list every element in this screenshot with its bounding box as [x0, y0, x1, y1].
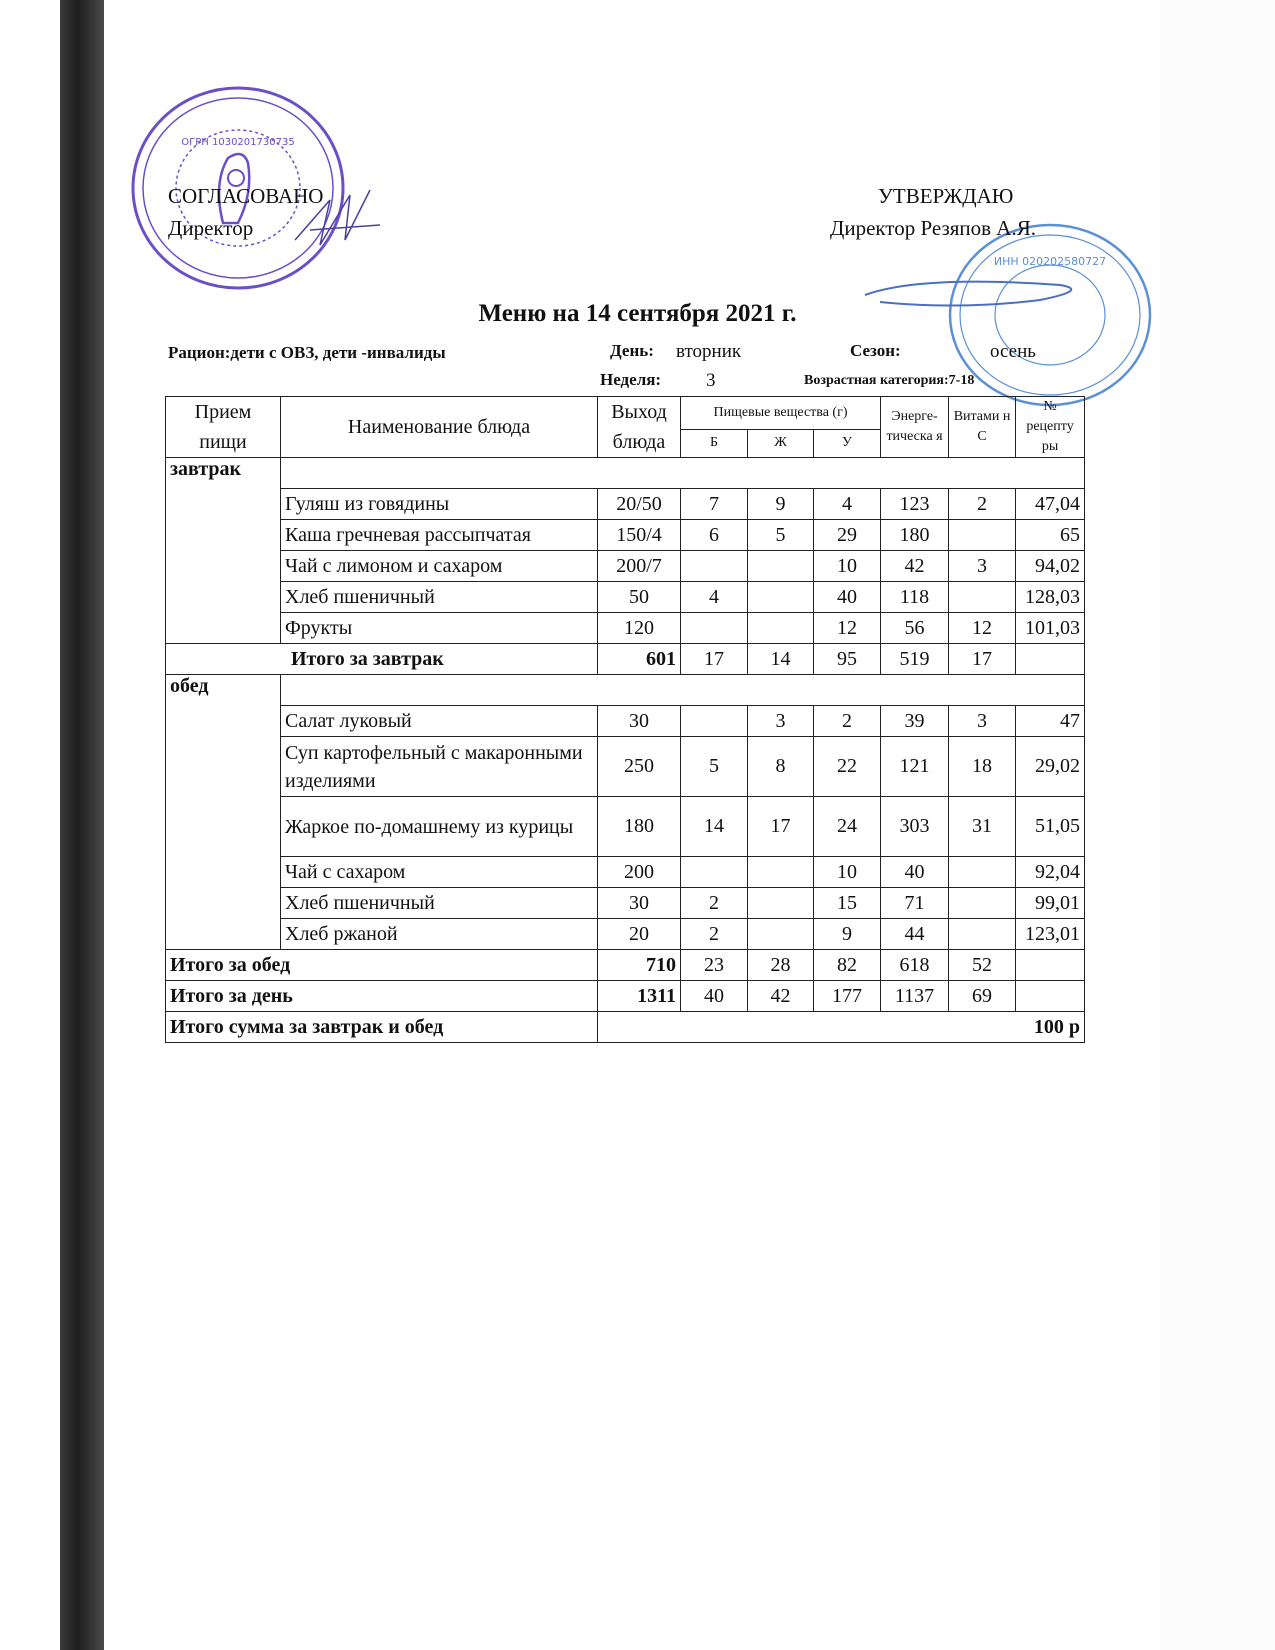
dish-vitamin-c: 12: [949, 613, 1016, 644]
section-total-protein: 23: [681, 950, 748, 981]
meal-section-row: [166, 458, 1085, 489]
week-label: Неделя:: [600, 370, 662, 389]
dish-protein: 7: [681, 489, 748, 520]
sum-total-label: Итого сумма за завтрак и обед: [166, 1012, 598, 1043]
section-total-recipe-blank: [1016, 950, 1085, 981]
dish-name: Салат луковый: [281, 706, 598, 737]
section-total-yield: 710: [598, 950, 681, 981]
week-value: 3: [706, 370, 716, 391]
season-value: осень: [990, 341, 1036, 362]
section-total-energy: 618: [881, 950, 949, 981]
dish-fat: [748, 613, 814, 644]
age-category: Возрастная категория:7-18: [804, 373, 975, 388]
day-total-vitamin-c: 69: [949, 981, 1016, 1012]
dish-energy: 56: [881, 613, 949, 644]
dish-yield: 20/50: [598, 489, 681, 520]
document-title: Меню на 14 сентября 2021 г.: [478, 300, 797, 327]
dish-fat: [748, 888, 814, 919]
table-row: [166, 737, 1085, 797]
day-total-energy: 1137: [881, 981, 949, 1012]
dish-fat: [748, 582, 814, 613]
section-total-recipe-blank: [1016, 644, 1085, 675]
dish-protein: 2: [681, 888, 748, 919]
header-dish: Наименование блюда: [281, 397, 598, 458]
meal-name: обед: [166, 675, 281, 950]
dish-recipe: 92,04: [1016, 857, 1085, 888]
table-row: [166, 520, 1085, 551]
dish-carbs: 22: [814, 737, 881, 797]
dish-carbs: 15: [814, 888, 881, 919]
dish-yield: 180: [598, 797, 681, 857]
dish-yield: 120: [598, 613, 681, 644]
dish-energy: 39: [881, 706, 949, 737]
dish-recipe: 47,04: [1016, 489, 1085, 520]
ration-label: Рацион:дети с ОВЗ, дети -инвалиды: [168, 343, 446, 362]
section-total-row: [166, 950, 1085, 981]
dish-vitamin-c: 31: [949, 797, 1016, 857]
dish-name: Фрукты: [281, 613, 598, 644]
dish-name: Суп картофельный с макаронными изделиями: [281, 737, 598, 797]
dish-yield: 150/4: [598, 520, 681, 551]
section-total-fat: 28: [748, 950, 814, 981]
dish-vitamin-c: [949, 582, 1016, 613]
dish-carbs: 40: [814, 582, 881, 613]
dish-carbs: 24: [814, 797, 881, 857]
dish-fat: [748, 551, 814, 582]
dish-energy: 180: [881, 520, 949, 551]
dish-recipe: 29,02: [1016, 737, 1085, 797]
dish-energy: 42: [881, 551, 949, 582]
meal-name: завтрак: [166, 458, 281, 644]
dish-energy: 121: [881, 737, 949, 797]
dish-protein: 2: [681, 919, 748, 950]
dish-name: Жаркое по-домашнему из курицы: [281, 797, 598, 857]
dish-yield: 50: [598, 582, 681, 613]
dish-yield: 30: [598, 888, 681, 919]
dish-yield: 30: [598, 706, 681, 737]
table-row: [166, 551, 1085, 582]
section-total-row: [166, 644, 1085, 675]
dish-energy: 71: [881, 888, 949, 919]
dish-energy: 40: [881, 857, 949, 888]
section-blank: [281, 675, 1085, 706]
sum-total-value: 100 р: [598, 1012, 1085, 1043]
day-total-yield: 1311: [598, 981, 681, 1012]
day-value: вторник: [676, 341, 742, 362]
dish-vitamin-c: [949, 520, 1016, 551]
dish-fat: 3: [748, 706, 814, 737]
day-total-row: [166, 981, 1085, 1012]
menu-table: [165, 396, 1085, 1043]
dish-fat: [748, 857, 814, 888]
dish-carbs: 9: [814, 919, 881, 950]
dish-yield: 250: [598, 737, 681, 797]
dish-name: Гуляш из говядины: [281, 489, 598, 520]
dish-recipe: 128,03: [1016, 582, 1085, 613]
svg-text:ИНН 020202580727: ИНН 020202580727: [993, 255, 1107, 268]
sum-total-row: [166, 1012, 1085, 1043]
day-total-carbs: 177: [814, 981, 881, 1012]
dish-vitamin-c: [949, 857, 1016, 888]
dish-protein: 4: [681, 582, 748, 613]
day-total-protein: 40: [681, 981, 748, 1012]
scan-edge: [60, 0, 104, 1650]
dish-name: Чай с лимоном и сахаром: [281, 551, 598, 582]
dish-recipe: 99,01: [1016, 888, 1085, 919]
dish-vitamin-c: 2: [949, 489, 1016, 520]
section-total-label: Итого за завтрак: [166, 644, 598, 675]
scan-margin: [1160, 0, 1275, 1650]
header-protein: Б: [681, 429, 748, 457]
meal-section-row: [166, 675, 1085, 706]
header-carbs: У: [814, 429, 881, 457]
dish-name: Хлеб ржаной: [281, 919, 598, 950]
dish-energy: 303: [881, 797, 949, 857]
header-nutrients: Пищевые вещества (г): [681, 397, 881, 430]
svg-text:ОГРН 1030201730735: ОГРН 1030201730735: [181, 137, 295, 148]
dish-protein: [681, 613, 748, 644]
dish-vitamin-c: 18: [949, 737, 1016, 797]
header-meal: Прием пищи: [166, 397, 281, 458]
section-total-fat: 14: [748, 644, 814, 675]
dish-vitamin-c: [949, 888, 1016, 919]
table-row: [166, 489, 1085, 520]
dish-yield: 200: [598, 857, 681, 888]
dish-recipe: 101,03: [1016, 613, 1085, 644]
dish-carbs: 4: [814, 489, 881, 520]
dish-carbs: 12: [814, 613, 881, 644]
dish-fat: 8: [748, 737, 814, 797]
dish-carbs: 29: [814, 520, 881, 551]
table-row: [166, 582, 1085, 613]
day-total-fat: 42: [748, 981, 814, 1012]
dish-recipe: 123,01: [1016, 919, 1085, 950]
dish-carbs: 2: [814, 706, 881, 737]
section-total-protein: 17: [681, 644, 748, 675]
header-vitamin: Витами н С: [949, 397, 1016, 458]
dish-protein: [681, 551, 748, 582]
approval-right-title: УТВЕРЖДАЮ: [878, 184, 1014, 208]
dish-name: Хлеб пшеничный: [281, 582, 598, 613]
dish-vitamin-c: 3: [949, 551, 1016, 582]
approval-left-role: Директор: [168, 216, 254, 240]
dish-fat: 9: [748, 489, 814, 520]
table-row: [166, 857, 1085, 888]
dish-recipe: 51,05: [1016, 797, 1085, 857]
dish-carbs: 10: [814, 551, 881, 582]
dish-energy: 44: [881, 919, 949, 950]
section-total-vitamin-c: 17: [949, 644, 1016, 675]
section-total-yield: 601: [598, 644, 681, 675]
dish-fat: [748, 919, 814, 950]
season-label: Сезон:: [850, 341, 901, 360]
table-row: [166, 888, 1085, 919]
section-total-energy: 519: [881, 644, 949, 675]
section-total-carbs: 95: [814, 644, 881, 675]
day-label: День:: [610, 341, 654, 360]
day-total-label: Итого за день: [166, 981, 598, 1012]
dish-fat: 5: [748, 520, 814, 551]
dish-name: Хлеб пшеничный: [281, 888, 598, 919]
table-row: [166, 706, 1085, 737]
header-yield: Выход блюда: [598, 397, 681, 458]
dish-fat: 17: [748, 797, 814, 857]
dish-protein: [681, 857, 748, 888]
table-row: [166, 613, 1085, 644]
dish-yield: 200/7: [598, 551, 681, 582]
table-row: [166, 797, 1085, 857]
dish-vitamin-c: 3: [949, 706, 1016, 737]
dish-protein: 5: [681, 737, 748, 797]
day-total-recipe-blank: [1016, 981, 1085, 1012]
header-fat: Ж: [748, 429, 814, 457]
dish-name: Каша гречневая рассыпчатая: [281, 520, 598, 551]
dish-name: Чай с сахаром: [281, 857, 598, 888]
dish-protein: 6: [681, 520, 748, 551]
approval-right-role: Директор Резяпов А.Я.: [830, 216, 1036, 240]
dish-recipe: 47: [1016, 706, 1085, 737]
header-recipe: № рецепту ры: [1016, 397, 1085, 458]
dish-protein: 14: [681, 797, 748, 857]
section-blank: [281, 458, 1085, 489]
table-row: [166, 919, 1085, 950]
dish-energy: 118: [881, 582, 949, 613]
approval-left-title: СОГЛАСОВАНО: [168, 184, 324, 208]
section-total-carbs: 82: [814, 950, 881, 981]
dish-recipe: 65: [1016, 520, 1085, 551]
dish-protein: [681, 706, 748, 737]
dish-carbs: 10: [814, 857, 881, 888]
dish-yield: 20: [598, 919, 681, 950]
section-total-vitamin-c: 52: [949, 950, 1016, 981]
menu-table-body: [166, 458, 1085, 1043]
dish-energy: 123: [881, 489, 949, 520]
dish-recipe: 94,02: [1016, 551, 1085, 582]
header-energy: Энерге-тическа я: [881, 397, 949, 458]
section-total-label: Итого за обед: [166, 950, 598, 981]
dish-vitamin-c: [949, 919, 1016, 950]
